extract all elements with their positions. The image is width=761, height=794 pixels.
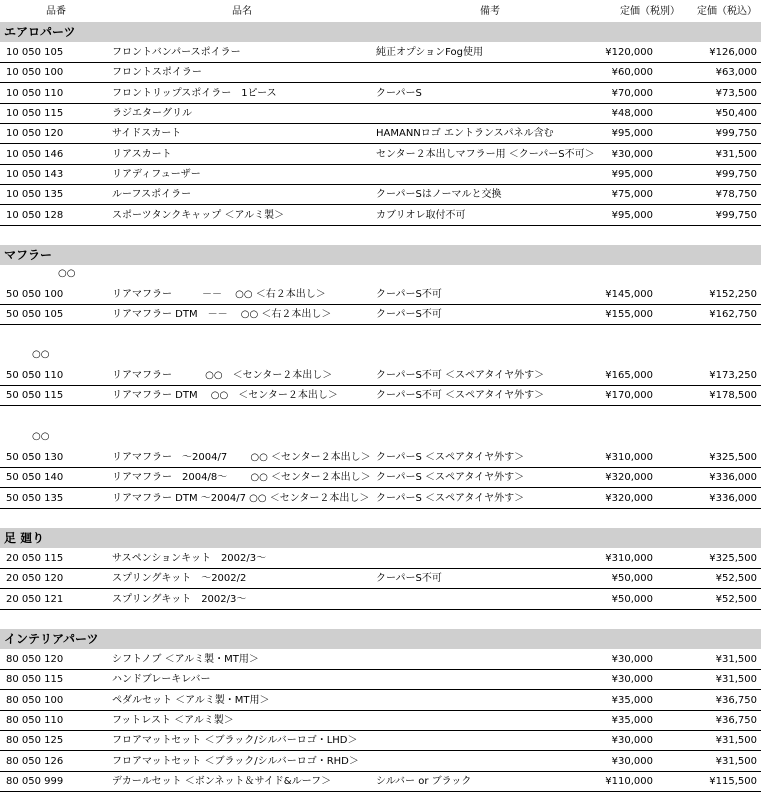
cell-price-ex-tax: ¥50,000 — [611, 573, 653, 585]
cell-part-number: 10 050 115 — [6, 108, 64, 120]
cell-price-inc-tax: ¥31,500 — [715, 735, 757, 747]
cell-product-name: リアマフラー ～2004/7 ○○ ＜センター２本出し＞ — [112, 452, 371, 463]
section-title: 足 廻り — [4, 531, 45, 545]
table-row — [0, 63, 761, 83]
table-row — [0, 489, 761, 509]
cell-part-number: 50 050 140 — [6, 472, 64, 484]
section-title: マフラー — [4, 248, 53, 262]
cell-price-inc-tax: ¥73,500 — [715, 87, 757, 99]
cell-price-ex-tax: ¥30,000 — [611, 755, 653, 767]
cell-part-number: 10 050 146 — [6, 148, 64, 160]
cell-part-number: 20 050 115 — [6, 553, 64, 564]
cell-product-name: リアスカート — [112, 148, 172, 160]
header-part-number: 品番 — [46, 6, 66, 17]
cell-remarks: HAMANNロゴ エントランスパネル含む — [376, 128, 554, 140]
cell-part-number: 20 050 121 — [6, 593, 64, 605]
cell-part-number: 10 050 105 — [6, 47, 64, 58]
cell-product-name: スプリングキット ～2002/2 — [112, 573, 247, 585]
cell-part-number: 50 050 105 — [6, 309, 64, 321]
cell-product-name: リアマフラー DTM ～2004/7 ○○ ＜センター２本出し＞ — [112, 492, 370, 504]
cell-price-inc-tax: ¥336,000 — [709, 472, 757, 484]
cell-price-ex-tax: ¥155,000 — [605, 309, 653, 321]
cell-price-inc-tax: ¥36,750 — [715, 694, 757, 706]
cell-price-inc-tax: ¥99,750 — [715, 128, 757, 140]
cell-remarks: クーパーS ＜スペアタイヤ外す＞ — [376, 472, 525, 484]
cell-product-name: ペダルセット ＜アルミ製・MT用＞ — [112, 694, 270, 706]
cell-product-name: フロントバンパースポイラー — [112, 47, 241, 58]
cell-price-inc-tax: ¥31,500 — [715, 148, 757, 160]
table-row — [0, 670, 761, 690]
cell-price-ex-tax: ¥70,000 — [611, 87, 653, 99]
cell-price-ex-tax: ¥50,000 — [611, 593, 653, 605]
group-label: ○○ — [32, 349, 50, 360]
cell-price-inc-tax: ¥126,000 — [709, 47, 757, 58]
table-row — [0, 468, 761, 488]
table-row — [0, 145, 761, 165]
cell-price-ex-tax: ¥165,000 — [605, 370, 653, 381]
column-header-row — [0, 2, 761, 22]
cell-product-name: リアマフラー －－ ○○ ＜右２本出し＞ — [112, 289, 326, 300]
table-row — [0, 305, 761, 325]
cell-part-number: 10 050 143 — [6, 169, 64, 181]
cell-part-number: 80 050 120 — [6, 654, 64, 665]
cell-product-name: リアマフラー 2004/8～ ○○ ＜センター２本出し＞ — [112, 472, 371, 484]
cell-price-ex-tax: ¥48,000 — [611, 108, 653, 120]
cell-price-inc-tax: ¥336,000 — [709, 492, 757, 504]
cell-price-ex-tax: ¥35,000 — [611, 694, 653, 706]
header-price-inc-tax: 定価（税込） — [697, 6, 757, 17]
cell-remarks: クーパーS不可 — [376, 309, 442, 321]
cell-product-name: スポーツタンクキャップ ＜アルミ製＞ — [112, 209, 285, 221]
cell-part-number: 50 050 100 — [6, 289, 64, 300]
cell-price-inc-tax: ¥52,500 — [715, 593, 757, 605]
cell-product-name: ハンドブレーキレバー — [112, 674, 211, 686]
cell-price-ex-tax: ¥310,000 — [605, 553, 653, 564]
cell-product-name: フロアマットセット ＜ブラック/シルバーロゴ・LHD＞ — [112, 735, 358, 747]
cell-part-number: 80 050 115 — [6, 674, 64, 686]
cell-price-inc-tax: ¥63,000 — [715, 67, 757, 79]
cell-price-inc-tax: ¥173,250 — [709, 370, 757, 381]
table-row — [0, 448, 761, 468]
cell-remarks: 純正オプションFog使用 — [376, 47, 483, 58]
cell-part-number: 20 050 120 — [6, 573, 64, 585]
group-label: ○○ — [58, 268, 76, 279]
cell-part-number: 50 050 115 — [6, 390, 64, 402]
cell-price-ex-tax: ¥120,000 — [605, 47, 653, 58]
cell-price-ex-tax: ¥95,000 — [611, 209, 653, 221]
table-row — [0, 549, 761, 569]
cell-price-inc-tax: ¥78,750 — [715, 189, 757, 201]
table-row — [0, 206, 761, 226]
table-row — [0, 43, 761, 63]
cell-product-name: リアマフラー DTM ○○ ＜センター２本出し＞ — [112, 390, 338, 402]
cell-part-number: 80 050 110 — [6, 715, 64, 727]
cell-price-ex-tax: ¥95,000 — [611, 128, 653, 140]
table-row — [0, 285, 761, 305]
header-price-ex-tax: 定価（税別） — [620, 6, 680, 17]
cell-product-name: サイドスカート — [112, 128, 182, 140]
cell-product-name: リアマフラー DTM －－ ○○ ＜右２本出し＞ — [112, 309, 332, 321]
cell-remarks: クーパーS不可 ＜スペアタイヤ外す＞ — [376, 370, 545, 381]
cell-price-ex-tax: ¥110,000 — [605, 776, 653, 788]
section-title: インテリアパーツ — [4, 632, 99, 646]
header-product-name: 品名 — [232, 6, 252, 17]
table-row — [0, 84, 761, 104]
header-remarks: 備考 — [480, 6, 500, 17]
cell-price-ex-tax: ¥30,000 — [611, 654, 653, 665]
section-header — [0, 528, 761, 548]
cell-product-name: リアディフューザー — [112, 169, 201, 181]
cell-remarks: クーパーS — [376, 87, 422, 99]
cell-price-ex-tax: ¥30,000 — [611, 674, 653, 686]
cell-part-number: 10 050 135 — [6, 189, 64, 201]
cell-product-name: フロントリップスポイラー 1ピース — [112, 87, 277, 99]
section-header — [0, 629, 761, 649]
cell-product-name: スプリングキット 2002/3～ — [112, 593, 247, 605]
cell-part-number: 50 050 110 — [6, 370, 64, 381]
cell-price-inc-tax: ¥178,500 — [709, 390, 757, 402]
cell-price-inc-tax: ¥325,500 — [709, 553, 757, 564]
cell-remarks: シルバー or ブラック — [376, 776, 472, 788]
table-row — [0, 650, 761, 670]
cell-price-ex-tax: ¥30,000 — [611, 148, 653, 160]
table-row — [0, 590, 761, 610]
cell-remarks: クーパーS不可 — [376, 573, 442, 585]
table-row — [0, 366, 761, 386]
cell-price-inc-tax: ¥31,500 — [715, 755, 757, 767]
cell-part-number: 80 050 126 — [6, 755, 64, 767]
cell-product-name: リアマフラー ○○ ＜センター２本出し＞ — [112, 370, 333, 381]
cell-price-ex-tax: ¥95,000 — [611, 169, 653, 181]
table-row — [0, 165, 761, 185]
table-row — [0, 731, 761, 751]
cell-remarks: クーパーS ＜スペアタイヤ外す＞ — [376, 492, 525, 504]
cell-remarks: クーパーS ＜スペアタイヤ外す＞ — [376, 452, 525, 463]
cell-product-name: ラジエターグリル — [112, 108, 192, 120]
cell-product-name: フロアマットセット ＜ブラック/シルバーロゴ・RHD＞ — [112, 755, 359, 767]
cell-price-inc-tax: ¥36,750 — [715, 715, 757, 727]
cell-remarks: クーパーS不可 — [376, 289, 442, 300]
table-row — [0, 104, 761, 124]
table-row — [0, 569, 761, 589]
table-row — [0, 386, 761, 406]
cell-price-inc-tax: ¥31,500 — [715, 674, 757, 686]
cell-product-name: フロントスポイラー — [112, 67, 202, 79]
cell-remarks: クーパーSはノーマルと交換 — [376, 189, 502, 201]
section-header — [0, 245, 761, 265]
cell-product-name: ルーフスポイラー — [112, 189, 192, 201]
section-header — [0, 22, 761, 42]
cell-price-inc-tax: ¥31,500 — [715, 654, 757, 665]
cell-part-number: 10 050 100 — [6, 67, 64, 79]
cell-part-number: 50 050 135 — [6, 492, 64, 504]
cell-price-ex-tax: ¥30,000 — [611, 735, 653, 747]
cell-price-inc-tax: ¥325,500 — [709, 452, 757, 463]
table-row — [0, 772, 761, 792]
table-row — [0, 124, 761, 144]
cell-price-ex-tax: ¥145,000 — [605, 289, 653, 300]
cell-product-name: サスペンションキット 2002/3～ — [112, 553, 267, 564]
cell-part-number: 80 050 125 — [6, 735, 64, 747]
section-title: エアロパーツ — [4, 25, 76, 39]
cell-part-number: 10 050 110 — [6, 87, 64, 99]
cell-price-ex-tax: ¥75,000 — [611, 189, 653, 201]
cell-price-inc-tax: ¥52,500 — [715, 573, 757, 585]
cell-price-ex-tax: ¥310,000 — [605, 452, 653, 463]
table-row — [0, 711, 761, 731]
cell-price-inc-tax: ¥152,250 — [709, 289, 757, 300]
cell-price-ex-tax: ¥320,000 — [605, 472, 653, 484]
table-row — [0, 185, 761, 205]
cell-price-inc-tax: ¥115,500 — [709, 776, 757, 788]
cell-product-name: デカールセット ＜ボンネット＆サイド&ルーフ＞ — [112, 776, 332, 788]
cell-part-number: 10 050 120 — [6, 128, 64, 140]
cell-price-inc-tax: ¥162,750 — [709, 309, 757, 321]
cell-price-ex-tax: ¥170,000 — [605, 390, 653, 402]
cell-price-inc-tax: ¥99,750 — [715, 209, 757, 221]
cell-part-number: 80 050 100 — [6, 694, 64, 706]
group-label: ○○ — [32, 431, 50, 442]
cell-price-ex-tax: ¥35,000 — [611, 715, 653, 727]
table-row — [0, 752, 761, 772]
cell-remarks: センター２本出しマフラー用 ＜クーパーS不可＞ — [376, 148, 595, 160]
cell-product-name: シフトノブ ＜アルミ製・MT用＞ — [112, 654, 259, 665]
cell-part-number: 80 050 999 — [6, 776, 64, 788]
cell-part-number: 50 050 130 — [6, 452, 64, 463]
cell-remarks: カブリオレ取付不可 — [376, 209, 466, 221]
cell-price-ex-tax: ¥60,000 — [611, 67, 653, 79]
table-row — [0, 691, 761, 711]
cell-price-inc-tax: ¥50,400 — [715, 108, 757, 120]
cell-remarks: クーパーS不可 ＜スペアタイヤ外す＞ — [376, 390, 545, 402]
cell-price-ex-tax: ¥320,000 — [605, 492, 653, 504]
cell-part-number: 10 050 128 — [6, 209, 64, 221]
cell-price-inc-tax: ¥99,750 — [715, 169, 757, 181]
cell-product-name: フットレスト ＜アルミ製＞ — [112, 715, 234, 727]
